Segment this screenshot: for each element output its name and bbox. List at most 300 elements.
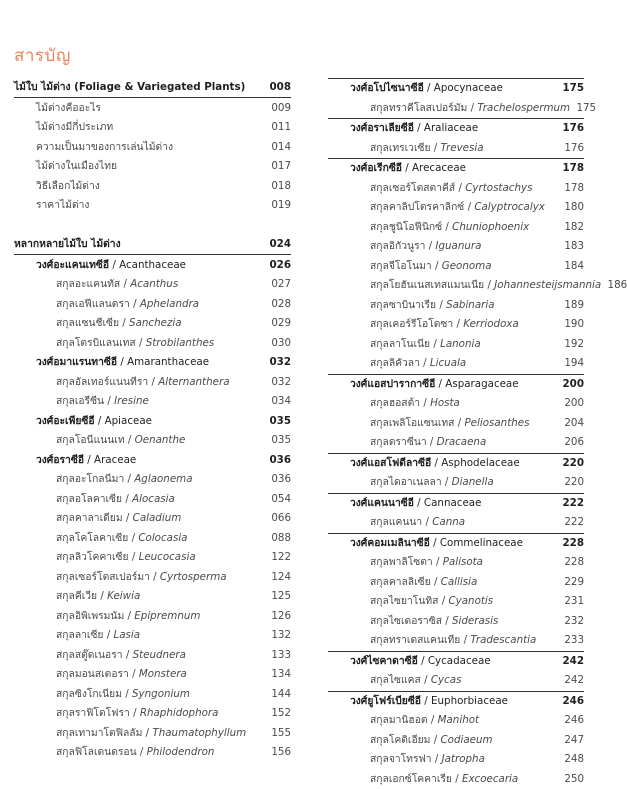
entry-page: 190 (558, 318, 584, 330)
latin-name: Arecaceae (412, 162, 466, 174)
entry-page: 233 (558, 634, 584, 646)
entry-label (36, 451, 136, 468)
latin-name: Cannaceae (424, 497, 482, 509)
thai-name: สกุลคาลาเดียม (56, 512, 123, 524)
thai-name: สกุลเคอร์รีโอโดซา (370, 318, 453, 330)
entry-label (370, 99, 570, 116)
separator: / (433, 556, 443, 568)
latin-name: Strobilanthes (146, 337, 214, 349)
separator: / (123, 512, 133, 524)
entry-page: 156 (265, 746, 291, 758)
separator: / (129, 668, 139, 680)
toc-subsection-row (14, 118, 291, 138)
entry-label (56, 548, 196, 565)
toc-genus-row (328, 296, 584, 316)
entry-label (56, 334, 214, 351)
entry-label (370, 139, 484, 156)
entry-label (370, 553, 483, 570)
entry-label (350, 454, 520, 471)
entry-label (370, 315, 519, 332)
toc-genus-row (14, 529, 291, 549)
separator: / (422, 516, 432, 528)
entry-label (350, 79, 503, 96)
entry-page: 152 (265, 707, 291, 719)
toc-genus-row (328, 750, 584, 770)
separator: / (430, 338, 440, 350)
thai-name: สกุลแคนนา (370, 516, 422, 528)
latin-name: Hosta (430, 397, 460, 409)
latin-name: Cyrtostachys (465, 182, 532, 194)
entry-label (56, 724, 246, 741)
separator: / (137, 746, 147, 758)
toc-genus-row (14, 392, 291, 412)
toc-genus-row (14, 704, 291, 724)
toc-genus-row (328, 139, 584, 159)
spacer (14, 216, 291, 236)
entry-label (350, 375, 519, 392)
separator: / (435, 378, 445, 390)
separator: / (84, 454, 94, 466)
toc-genus-row (328, 473, 584, 493)
thai-name: สกุลคีเวีย (56, 590, 97, 602)
toc-genus-row (328, 99, 584, 119)
entry-page: 066 (265, 512, 291, 524)
entry-label (370, 612, 498, 629)
toc-genus-row (14, 665, 291, 685)
entry-label (370, 711, 479, 728)
entry-label (350, 652, 491, 669)
toc-family-row (14, 353, 291, 373)
thai-name: สกุลแซนชีเซีย (56, 317, 119, 329)
thai-name: สกุลพาลิโซตา (370, 556, 433, 568)
latin-name: Keiwia (107, 590, 140, 602)
separator: / (129, 551, 139, 563)
latin-name: Apiaceae (105, 415, 152, 427)
thai-name: สกุลเซอร์โตสตาคีส์ (370, 182, 455, 194)
separator: / (438, 595, 448, 607)
toc-family-row (328, 533, 584, 554)
separator: / (130, 707, 140, 719)
toc-family-row (14, 256, 291, 276)
toc-family-row (14, 412, 291, 432)
entry-page: 036 (265, 454, 291, 466)
separator: / (428, 714, 438, 726)
toc-genus-row (328, 237, 584, 257)
entry-page: 054 (265, 493, 291, 505)
thai-name: สกุลอิพิเพรมนัม (56, 610, 124, 622)
toc-subsection-row (14, 177, 291, 197)
entry-label (350, 119, 478, 136)
separator: / (442, 476, 452, 488)
entry-page: 122 (265, 551, 291, 563)
latin-name: Asparagaceae (445, 378, 518, 390)
entry-label: ไม้ใบ ไม้ด่าง (Foliage & Variegated Plants) (14, 78, 245, 95)
separator: / (103, 629, 113, 641)
thai-name: สกุลโตรบิแลนเทส (56, 337, 136, 349)
toc-section-row (14, 78, 291, 98)
latin-name: Excoecaria (462, 773, 518, 785)
entry-label (370, 513, 465, 530)
separator: / (402, 162, 412, 174)
latin-name: Aphelandra (140, 298, 199, 310)
entry-page: 231 (558, 595, 584, 607)
entry-label (56, 373, 230, 390)
latin-name: Lanonia (440, 338, 481, 350)
entry-label: ไม้ด่างคืออะไร (36, 99, 101, 116)
latin-name: Cycadaceae (428, 655, 491, 667)
entry-label (370, 473, 494, 490)
thai-name: สกุลชูนิโอฟีนิกซ์ (370, 221, 442, 233)
separator: / (455, 182, 465, 194)
entry-label (56, 587, 140, 604)
separator: / (117, 356, 127, 368)
toc-genus-row (14, 724, 291, 744)
entry-page: 175 (570, 102, 596, 114)
toc-genus-row (328, 671, 584, 691)
toc-genus-row (328, 770, 584, 789)
toc-genus-row (328, 276, 584, 296)
separator: / (454, 417, 464, 429)
entry-label (56, 490, 175, 507)
entry-page: 032 (265, 356, 291, 368)
thai-name: วงศ์แอสปารากาซีอี (350, 378, 435, 390)
entry-label (370, 198, 545, 215)
toc-genus-row (14, 685, 291, 705)
separator: / (453, 318, 463, 330)
latin-name: Apocynaceae (434, 82, 503, 94)
separator: / (432, 260, 442, 272)
entry-label (56, 314, 182, 331)
thai-name: สกุลลิคัวลา (370, 357, 420, 369)
separator: / (431, 142, 441, 154)
toc-family-row (328, 158, 584, 179)
entry-label (370, 631, 536, 648)
entry-page: 246 (558, 714, 584, 726)
entry-label: หลากหลายไม้ใบ ไม้ด่าง (14, 235, 121, 252)
toc-subsection-row (14, 157, 291, 177)
separator: / (97, 590, 107, 602)
thai-name: สกุลไซแคส (370, 674, 421, 686)
toc-family-row (328, 374, 584, 395)
latin-name: Lasia (113, 629, 140, 641)
latin-name: Codiaeum (440, 734, 492, 746)
entry-page: 250 (558, 773, 584, 785)
latin-name: Araceae (94, 454, 136, 466)
entry-label (370, 394, 460, 411)
separator: / (452, 773, 462, 785)
thai-name: วงศ์ยูโฟร์เบียซีอี (350, 695, 421, 707)
toc-genus-row (328, 354, 584, 374)
toc-family-row (14, 451, 291, 471)
thai-name: สกุลจาโทรฟา (370, 753, 432, 765)
separator: / (128, 532, 138, 544)
latin-name: Canna (432, 516, 465, 528)
latin-name: Acanthus (130, 278, 178, 290)
entry-page: 186 (601, 279, 627, 291)
entry-page: 182 (558, 221, 584, 233)
latin-name: Trevesia (441, 142, 484, 154)
separator: / (414, 497, 424, 509)
latin-name: Licuala (430, 357, 466, 369)
entry-label (370, 731, 493, 748)
separator: / (460, 634, 470, 646)
toc-genus-row (328, 731, 584, 751)
latin-name: Oenanthe (135, 434, 186, 446)
entry-page: 036 (265, 473, 291, 485)
entry-label: วิธีเลือกไม้ด่าง (36, 177, 100, 194)
toc-family-row (328, 493, 584, 514)
entry-page: 124 (265, 571, 291, 583)
separator: / (464, 201, 474, 213)
thai-name: วงศ์แคนนาซีอี (350, 497, 414, 509)
entry-page: 232 (558, 615, 584, 627)
toc-genus-row (14, 490, 291, 510)
toc-genus-row (328, 257, 584, 277)
latin-name: Sanchezia (129, 317, 181, 329)
separator: / (431, 576, 441, 588)
separator: / (124, 473, 134, 485)
thai-name: สกุลซิงโกเนียม (56, 688, 122, 700)
separator: / (430, 734, 440, 746)
toc-genus-row (14, 607, 291, 627)
toc-genus-row (14, 373, 291, 393)
latin-name: Euphorbiaceae (431, 695, 508, 707)
toc-genus-row (328, 711, 584, 731)
entry-page: 132 (265, 629, 291, 641)
entry-label (56, 665, 187, 682)
toc-genus-row (14, 568, 291, 588)
thai-name: สกุลราฟิโดโฟรา (56, 707, 130, 719)
separator: / (136, 337, 146, 349)
entry-page: 032 (265, 376, 291, 388)
toc-genus-row (14, 314, 291, 334)
thai-name: สกุลโคโลคาเซีย (56, 532, 128, 544)
entry-label (56, 470, 193, 487)
latin-name: Siderasis (452, 615, 498, 627)
entry-page: 144 (265, 688, 291, 700)
entry-page: 229 (558, 576, 584, 588)
thai-name: วงศ์อะเพียซีอี (36, 415, 95, 427)
entry-page: 008 (265, 81, 291, 93)
entry-page: 019 (265, 199, 291, 211)
separator: / (427, 436, 437, 448)
thai-name: สกุลคาลิปโตรคาลิกซ์ (370, 201, 464, 213)
toc-genus-row (328, 573, 584, 593)
separator: / (442, 221, 452, 233)
latin-name: Tradescantia (470, 634, 536, 646)
entry-label (350, 494, 481, 511)
thai-name: สกุลฮอสต้า (370, 397, 420, 409)
entry-label (370, 179, 532, 196)
thai-name: สกุลเพลิโอแซนเทส (370, 417, 454, 429)
toc-genus-row (328, 198, 584, 218)
thai-name: สกุลอะแคนทัส (56, 278, 120, 290)
latin-name: Cycas (431, 674, 462, 686)
latin-name: Cyanotis (448, 595, 493, 607)
toc-family-row (328, 118, 584, 139)
entry-page: 220 (558, 457, 584, 469)
thai-name: สกุลเอฟีแลนดรา (56, 298, 130, 310)
toc-genus-row (14, 646, 291, 666)
entry-page: 024 (265, 238, 291, 250)
thai-name: สกุลจีโอโนมา (370, 260, 432, 272)
latin-name: Leucocasia (139, 551, 196, 563)
toc-right-column (328, 78, 584, 789)
latin-name: Steudnera (133, 649, 186, 661)
entry-page: 222 (558, 516, 584, 528)
toc-genus-row (328, 335, 584, 355)
entry-page: 242 (558, 655, 584, 667)
thai-name: วงศ์อเรีกซีอี (350, 162, 402, 174)
latin-name: Thaumatophyllum (152, 727, 246, 739)
toc-subsection-row (14, 138, 291, 158)
latin-name: Iresine (114, 395, 149, 407)
latin-name: Syngonium (132, 688, 190, 700)
toc-subsection-row (14, 196, 291, 216)
separator: / (421, 674, 431, 686)
thai-name: สกุลเซอร์โตสเปอร์มา (56, 571, 150, 583)
separator: / (418, 655, 428, 667)
toc-genus-row (14, 548, 291, 568)
separator: / (414, 122, 424, 134)
separator: / (420, 357, 430, 369)
entry-label (56, 607, 200, 624)
entry-page: 228 (558, 556, 584, 568)
separator: / (122, 688, 132, 700)
entry-label (370, 276, 601, 293)
separator: / (432, 753, 442, 765)
latin-name: Palisota (443, 556, 483, 568)
toc-section-row (14, 235, 291, 255)
toc-family-row (328, 691, 584, 712)
entry-label: ไม้ด่างในเมืองไทย (36, 157, 117, 174)
entry-page: 200 (558, 378, 584, 390)
separator: / (430, 537, 440, 549)
entry-label (36, 412, 152, 429)
entry-page: 018 (265, 180, 291, 192)
latin-name: Araliaceae (424, 122, 478, 134)
toc-genus-row (14, 587, 291, 607)
thai-name: สกุลคาลลิเซีย (370, 576, 431, 588)
entry-label (350, 159, 466, 176)
entry-page: 125 (265, 590, 291, 602)
toc-genus-row (14, 295, 291, 315)
latin-name: Geonoma (442, 260, 492, 272)
entry-label: ไม้ด่างมีกี่ประเภท (36, 118, 113, 135)
separator: / (124, 610, 134, 622)
entry-label (56, 392, 149, 409)
entry-label (56, 743, 214, 760)
entry-page: 178 (558, 182, 584, 194)
separator: / (484, 279, 494, 291)
entry-page: 134 (265, 668, 291, 680)
thai-name: สกุลอัลเทอร์แนนทีรา (56, 376, 148, 388)
thai-name: สกุลลาโนเนีย (370, 338, 430, 350)
toc-genus-row (14, 431, 291, 451)
latin-name: Dracaena (437, 436, 487, 448)
entry-page: 011 (265, 121, 291, 133)
thai-name: สกุลทราเดสแคนเทีย (370, 634, 460, 646)
thai-name: สกุลอิกัวนูรา (370, 240, 425, 252)
entry-label (56, 431, 185, 448)
entry-page: 242 (558, 674, 584, 686)
latin-name: Amaranthaceae (127, 356, 209, 368)
entry-label (36, 353, 209, 370)
separator: / (130, 298, 140, 310)
entry-label (56, 568, 227, 585)
latin-name: Iguanura (435, 240, 481, 252)
latin-name: Acanthaceae (119, 259, 186, 271)
entry-page: 088 (265, 532, 291, 544)
separator: / (142, 727, 152, 739)
toc-left-column (14, 78, 291, 763)
entry-page: 035 (265, 434, 291, 446)
latin-name: Rhaphidophora (140, 707, 219, 719)
entry-page: 204 (558, 417, 584, 429)
thai-name: สกุลโยฮันเนสเทสแมนเนีย (370, 279, 484, 291)
latin-name: Peliosanthes (464, 417, 529, 429)
entry-label (56, 529, 188, 546)
latin-name: Alocasia (132, 493, 175, 505)
thai-name: วงศ์อมาแรนทาซีอี (36, 356, 117, 368)
entry-page: 009 (265, 102, 291, 114)
entry-label: ความเป็นมาของการเล่นไม้ด่าง (36, 138, 173, 155)
latin-name: Epipremnum (134, 610, 200, 622)
latin-name: Aglaonema (134, 473, 192, 485)
latin-name: Sabinaria (446, 299, 494, 311)
entry-label (370, 335, 481, 352)
entry-page: 222 (558, 497, 584, 509)
thai-name: สกุลอโลคาเซีย (56, 493, 122, 505)
entry-page: 176 (558, 122, 584, 134)
latin-name: Philodendron (147, 746, 215, 758)
latin-name: Alternanthera (158, 376, 229, 388)
entry-label (370, 257, 492, 274)
thai-name: สกุลไดอาเนลลา (370, 476, 442, 488)
separator: / (436, 299, 446, 311)
thai-name: วงศ์แอสโฟดีลาซีอี (350, 457, 431, 469)
entry-page: 192 (558, 338, 584, 350)
thai-name: สกุลสตู๊ดเนอรา (56, 649, 123, 661)
entry-label (370, 296, 495, 313)
thai-name: สกุลลาเซีย (56, 629, 103, 641)
latin-name: Asphodelaceae (441, 457, 519, 469)
entry-label (370, 218, 529, 235)
toc-genus-row (328, 631, 584, 651)
thai-name: สกุลโคดิเอียม (370, 734, 430, 746)
entry-page: 184 (558, 260, 584, 272)
latin-name: Chuniophoenix (452, 221, 529, 233)
thai-name: วงศ์อโปไซนาซีอี (350, 82, 424, 94)
thai-name: สกุลโอนีแนนเท (56, 434, 125, 446)
page-title: สารบัญ (14, 42, 71, 69)
thai-name: วงศ์อราเลียซีอี (350, 122, 414, 134)
entry-label (56, 509, 181, 526)
entry-label (370, 750, 485, 767)
entry-label (370, 770, 518, 787)
thai-name: สกุลอะโกลนีมา (56, 473, 124, 485)
entry-page: 189 (558, 299, 584, 311)
entry-label (56, 626, 140, 643)
thai-name: สกุลไซยาโนทิส (370, 595, 438, 607)
entry-page: 034 (265, 395, 291, 407)
entry-page: 180 (558, 201, 584, 213)
thai-name: สกุลไซเดอราซิส (370, 615, 442, 627)
entry-label (36, 256, 186, 273)
toc-genus-row (328, 592, 584, 612)
toc-genus-row (14, 334, 291, 354)
entry-label (350, 692, 508, 709)
